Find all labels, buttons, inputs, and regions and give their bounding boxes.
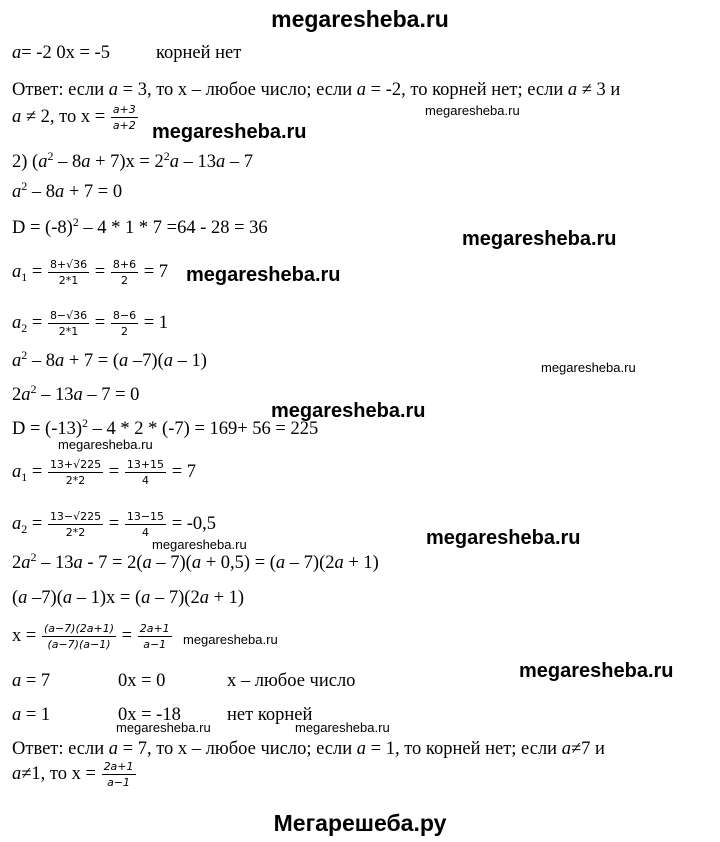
header-site-name: megaresheba.ru [271, 6, 449, 32]
answer-2-line-1: Ответ: если a = 7, то x – любое число; если a = 1, то корней нет; если a≠7 и [12, 739, 605, 759]
root-a1-second: $a_1$ = $\frac{13+√225}{2*2}$ = $\frac{13+15}{4}$ = 7 [12, 458, 196, 487]
footer-site-name: Мегарешеба.ру [273, 810, 447, 836]
answer-1-line-2: a ≠ 2, то x = $\frac{a+3}{a+2}$ [12, 103, 136, 132]
discriminant-1: $D = (-8)^2 - 4 * 1 * 7 =64 - 28 = 36$ [12, 215, 268, 238]
root-a1-first: $a_1$ = $\frac{8+√36}{2*1}$ = $\frac{8+6}{2}$ = 7 [12, 258, 169, 287]
fraction-a3-over-a2: $\frac{a+3}{a+2}$ [112, 103, 136, 132]
factorization-1: $a^2 - 8a + 7 = (a$ –7)(a – 1) [12, 348, 207, 371]
watermark-big: megaresheba.ru [271, 400, 426, 422]
discriminant-2: $D = (-13)^2 - 4 * 2 * (-7) = 169+ 56 = 225$ [12, 416, 319, 439]
watermark-big: megaresheba.ru [152, 121, 307, 143]
answer-1-line-1: Ответ: если a = 3, то x – любое число; если a = -2, то корней нет; если a ≠ 3 и [12, 80, 621, 100]
quadratic-equation-2: $2a^2 - 13a - 7 = 0$ [12, 382, 140, 405]
watermark-big: megaresheba.ru [426, 527, 581, 549]
root-a2-second: $a_2$ = $\frac{13-√225}{2*2}$ = $\frac{13-15}{4}$ = -0,5 [12, 510, 217, 539]
watermark-big: megaresheba.ru [519, 660, 674, 682]
case-a-equals-1: a = 1 0x = -18 нет корней [12, 705, 313, 725]
watermark-small: megaresheba.ru [295, 720, 390, 735]
watermark-small: megaresheba.ru [425, 103, 520, 118]
watermark-small: megaresheba.ru [152, 537, 247, 552]
factorization-2: $2a^2 - 13a - 7 = 2(a - 7)(a + 0,5) = (a - 7)(2a + 1)$ [12, 550, 379, 573]
x-expression: x = $\frac{(a-7)(2a+1)}{(a-7)(a-1)}$ = $\frac{2a+1}{a-1}$ [12, 622, 170, 651]
watermark-small: megaresheba.ru [58, 437, 153, 452]
watermark-small: megaresheba.ru [541, 360, 636, 375]
case-a-equals-7: a = 7 0x = 0 x – любое число [12, 671, 356, 691]
part-2-equation: 2) $(a^2 - 8a + 7)x = 2^2a - 13a - 7$ [12, 149, 253, 172]
root-a2-first: $a_2$ = $\frac{8-√36}{2*1}$ = $\frac{8-6}{2}$ = 1 [12, 309, 169, 338]
watermark-big: megaresheba.ru [462, 228, 617, 250]
quadratic-equation-1: $a^2 - 8a + 7 = 0$ [12, 179, 123, 202]
watermark-small: megaresheba.ru [116, 720, 211, 735]
fraction-2a1-over-a1: $\frac{2a+1}{a-1}$ [103, 760, 134, 789]
answer-2-line-2: a≠1, то x = $\frac{2a+1}{a-1}$ [12, 760, 134, 789]
watermark-small: megaresheba.ru [183, 632, 278, 647]
line-case-a-minus2: a= -2 0x = -5 корней нет [12, 43, 242, 63]
combined-equation: (a –7)(a – 1)x = (a – 7)(2a + 1) [12, 588, 245, 608]
watermark-big: megaresheba.ru [186, 264, 341, 286]
